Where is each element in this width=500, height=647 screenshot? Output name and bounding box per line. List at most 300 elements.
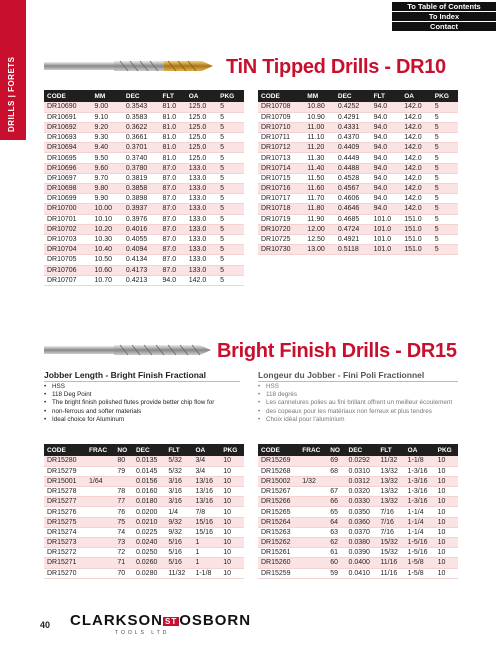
table-cell: 11.50 [304, 173, 335, 183]
table-cell: 10 [220, 456, 244, 466]
bullet-item: • 118 Deg Point [44, 391, 244, 399]
column-header: MM [92, 90, 123, 102]
column-header: OA [405, 444, 435, 456]
table-cell: 0.0200 [133, 507, 165, 517]
table-row [44, 497, 244, 507]
table-cell: DR10725 [258, 234, 304, 244]
table-cell: 94.0 [371, 184, 402, 194]
table-cell: 1-1/8 [192, 568, 220, 578]
contact-link[interactable]: Contact [392, 22, 496, 31]
column-header: FRAC [86, 444, 114, 456]
table-cell: 133.0 [186, 214, 217, 224]
table-cell: 11.40 [304, 163, 335, 173]
table-cell: 0.0225 [133, 527, 165, 537]
table-cell: 0.0210 [133, 517, 165, 527]
table-cell: 10.40 [92, 245, 123, 255]
table-cell: 13.00 [304, 245, 335, 255]
table-cell: 125.0 [186, 102, 217, 112]
table-cell: 68 [327, 466, 345, 476]
dr15-en-heading: Jobber Length - Bright Finish Fractional [44, 370, 206, 380]
bullet-item: • Ideal choice for Aluminum [44, 416, 244, 424]
table-cell: 9/32 [165, 527, 192, 537]
table-cell: 133.0 [186, 234, 217, 244]
table-cell: 13/32 [377, 487, 404, 497]
table-cell: DR10713 [258, 153, 304, 163]
table-cell: 0.4488 [335, 163, 371, 173]
divider-en [44, 381, 240, 382]
table-cell: 0.0260 [133, 558, 165, 568]
table-row [258, 224, 458, 234]
table-cell: 0.3780 [123, 163, 160, 173]
table-cell [299, 466, 327, 476]
table-cell: 3/4 [192, 456, 220, 466]
table-cell: 1/64 [86, 476, 114, 486]
table-cell: 10 [220, 548, 244, 558]
table-cell: 0.0156 [133, 476, 165, 486]
table-cell: 0.4449 [335, 153, 371, 163]
table-cell: 10.30 [92, 234, 123, 244]
table-cell: DR15264 [258, 517, 299, 527]
page-number: 40 [40, 620, 51, 630]
table-row [258, 548, 458, 558]
table-cell: 87.0 [160, 184, 186, 194]
table-cell: 5 [432, 122, 458, 132]
table-cell: 66 [327, 497, 345, 507]
table-cell: 0.0250 [133, 548, 165, 558]
table-row [258, 487, 458, 497]
table-row [44, 245, 244, 255]
table-cell [86, 527, 114, 537]
table-cell: DR15279 [44, 466, 86, 476]
table-cell: 151.0 [401, 224, 432, 234]
table-cell: 94.0 [371, 133, 402, 143]
table-cell [86, 538, 114, 548]
table-cell: 0.4606 [335, 194, 371, 204]
table-cell: 0.4094 [123, 245, 160, 255]
table-cell [86, 568, 114, 578]
table-cell: 64 [327, 517, 345, 527]
table-cell: 0.4016 [123, 224, 160, 234]
table-cell: 133.0 [186, 265, 217, 275]
table-cell: 11.70 [304, 194, 335, 204]
column-header: FLT [377, 444, 404, 456]
table-cell: 10 [435, 568, 458, 578]
table-cell: 5 [217, 133, 244, 143]
table-cell: DR10711 [258, 133, 304, 143]
table-cell: 10 [435, 466, 458, 476]
table-cell: 10 [435, 487, 458, 497]
table-cell: 73 [114, 538, 133, 548]
table-cell: 5 [217, 112, 244, 122]
bullet-item: • HSS [44, 383, 244, 391]
table-cell: DR15273 [44, 538, 86, 548]
table-cell: 5 [217, 163, 244, 173]
table-cell: DR10708 [258, 102, 304, 112]
table-cell: 61 [327, 548, 345, 558]
table-row [258, 102, 458, 112]
table-cell: 0.0400 [346, 558, 378, 568]
tin-drill-image [42, 58, 214, 74]
table-cell: 0.5118 [335, 245, 371, 255]
table-cell: DR15270 [44, 568, 86, 578]
table-cell: 0.0360 [346, 517, 378, 527]
table-cell: 151.0 [401, 245, 432, 255]
table-cell: 5 [432, 245, 458, 255]
table-cell: 142.0 [401, 133, 432, 143]
table-cell: 101.0 [371, 245, 402, 255]
table-cell: 94.0 [371, 163, 402, 173]
table-cell: DR10690 [44, 102, 92, 112]
table-cell: 142.0 [401, 163, 432, 173]
table-row [44, 538, 244, 548]
table-cell: 1-3/16 [405, 487, 435, 497]
table-cell: 0.0330 [346, 497, 378, 507]
table-cell: 0.4213 [123, 275, 160, 285]
table-cell: 13/32 [377, 466, 404, 476]
dr15-table-right [258, 444, 458, 579]
table-cell: 67 [327, 487, 345, 497]
table-cell: 5 [432, 204, 458, 214]
table-cell: DR10712 [258, 143, 304, 153]
table-row [258, 456, 458, 466]
table-cell: 87.0 [160, 255, 186, 265]
column-header: CODE [258, 444, 299, 456]
top-nav [392, 2, 496, 32]
table-cell: DR10703 [44, 234, 92, 244]
table-cell [299, 548, 327, 558]
table-cell: 1-3/16 [405, 476, 435, 486]
table-cell: DR15262 [258, 538, 299, 548]
table-cell: 5 [217, 234, 244, 244]
column-header: MM [304, 90, 335, 102]
table-cell [86, 466, 114, 476]
table-cell: 11.90 [304, 214, 335, 224]
table-cell: 0.0280 [133, 568, 165, 578]
table-cell: 11/16 [377, 558, 404, 568]
table-row [44, 122, 244, 132]
table-row [258, 122, 458, 132]
table-cell: DR10709 [258, 112, 304, 122]
column-header: DEC [335, 90, 371, 102]
table-cell: 0.4528 [335, 173, 371, 183]
table-cell: 10.90 [304, 112, 335, 122]
table-cell: 10 [220, 487, 244, 497]
table-cell: 1 [192, 548, 220, 558]
table-cell: DR10706 [44, 265, 92, 275]
table-cell: 1-1/8 [405, 456, 435, 466]
table-cell: DR15271 [44, 558, 86, 568]
table-cell: 125.0 [186, 133, 217, 143]
toc-link[interactable]: To Table of Contents [392, 2, 496, 11]
table-cell: 87.0 [160, 163, 186, 173]
table-row [44, 204, 244, 214]
table-cell: 133.0 [186, 194, 217, 204]
column-header: CODE [258, 90, 304, 102]
table-cell: 142.0 [401, 102, 432, 112]
table-cell: 5 [217, 245, 244, 255]
table-cell: 1 [192, 538, 220, 548]
table-cell: 0.3543 [123, 102, 160, 112]
table-row [258, 466, 458, 476]
table-cell: 0.0240 [133, 538, 165, 548]
table-cell: 10 [435, 538, 458, 548]
table-cell: 11.60 [304, 184, 335, 194]
table-cell: 10 [435, 548, 458, 558]
table-cell [86, 507, 114, 517]
table-cell: 101.0 [371, 214, 402, 224]
table-cell: 65 [327, 507, 345, 517]
column-header: FLT [165, 444, 192, 456]
column-header: DEC [133, 444, 165, 456]
table-cell: DR10707 [44, 275, 92, 285]
table-row [258, 204, 458, 214]
column-header: PKG [220, 444, 244, 456]
table-cell: DR10701 [44, 214, 92, 224]
bullet-item: • 118 degrés [258, 391, 463, 399]
table-cell: 11/16 [377, 568, 404, 578]
dr10-title: TiN Tipped Drills - DR10 [226, 56, 446, 78]
table-cell: 94.0 [371, 153, 402, 163]
table-row [258, 497, 458, 507]
table-cell: 5 [217, 173, 244, 183]
table-cell: 5 [217, 153, 244, 163]
bullet-item: • des copeaux pour les matériaux non ferreux et plus tendres [258, 408, 463, 416]
table-cell: 142.0 [401, 173, 432, 183]
table-cell [299, 497, 327, 507]
table-cell: 133.0 [186, 163, 217, 173]
table-cell: 0.4567 [335, 184, 371, 194]
table-cell: 9.90 [92, 194, 123, 204]
table-cell [86, 487, 114, 497]
table-cell: 3/16 [165, 497, 192, 507]
table-cell: 133.0 [186, 173, 217, 183]
table-cell: 78 [114, 487, 133, 497]
table-cell: 0.4409 [335, 143, 371, 153]
brand-logo [70, 612, 251, 629]
table-cell: DR15265 [258, 507, 299, 517]
table-cell: 72 [114, 548, 133, 558]
table-cell: 5 [217, 265, 244, 275]
table-cell: 151.0 [401, 234, 432, 244]
table-cell: 125.0 [186, 143, 217, 153]
table-cell: 11.80 [304, 204, 335, 214]
table-cell [299, 527, 327, 537]
table-cell: 142.0 [401, 194, 432, 204]
table-cell: DR10692 [44, 122, 92, 132]
table-cell [299, 558, 327, 568]
table-cell: DR10695 [44, 153, 92, 163]
table-cell: 5 [432, 143, 458, 153]
table-cell: 81.0 [160, 153, 186, 163]
table-cell: 9.20 [92, 122, 123, 132]
table-row [44, 558, 244, 568]
table-cell: 151.0 [401, 214, 432, 224]
table-header-row [44, 90, 244, 102]
table-cell: DR10716 [258, 184, 304, 194]
table-row [44, 224, 244, 234]
table-cell: 10 [220, 558, 244, 568]
table-row [44, 507, 244, 517]
table-cell: 11.20 [304, 143, 335, 153]
bullet-item: • Les cannelures polies au fini brillant offrent un meilleur écoulement [258, 399, 463, 407]
table-cell: 0.3898 [123, 194, 160, 204]
bullet-item: • HSS [258, 383, 463, 391]
table-cell: 94.0 [371, 143, 402, 153]
table-cell: 5 [217, 184, 244, 194]
table-cell: 142.0 [186, 275, 217, 285]
table-cell: 11.10 [304, 133, 335, 143]
table-cell: DR10696 [44, 163, 92, 173]
table-cell: 0.0350 [346, 507, 378, 517]
table-cell [86, 497, 114, 507]
table-cell [299, 517, 327, 527]
table-cell: 5 [217, 255, 244, 265]
table-header-row [44, 444, 244, 456]
table-cell: 94.0 [371, 112, 402, 122]
table-cell: 5/32 [165, 456, 192, 466]
index-link[interactable]: To Index [392, 12, 496, 21]
table-cell: 1-3/16 [405, 466, 435, 476]
table-row [258, 476, 458, 486]
table-cell: DR10715 [258, 173, 304, 183]
table-cell: 133.0 [186, 204, 217, 214]
table-cell: DR15280 [44, 456, 86, 466]
table-cell: 1-1/4 [405, 517, 435, 527]
table-cell: 5 [432, 173, 458, 183]
table-cell: 133.0 [186, 255, 217, 265]
table-cell: 63 [327, 527, 345, 537]
table-cell: DR15002 [258, 476, 299, 486]
table-cell: 9.70 [92, 173, 123, 183]
table-cell: 59 [327, 568, 345, 578]
brand-right: OSBORN [179, 612, 252, 629]
table-cell: 1-5/8 [405, 568, 435, 578]
table-cell: 0.0180 [133, 497, 165, 507]
bright-drill-image [42, 342, 212, 358]
table-cell: 81.0 [160, 122, 186, 132]
table-cell: 10.10 [92, 214, 123, 224]
table-cell: DR10714 [258, 163, 304, 173]
table-cell [299, 538, 327, 548]
table-cell: 11/32 [165, 568, 192, 578]
table-cell: 1-5/8 [405, 558, 435, 568]
table-row [44, 173, 244, 183]
table-cell: DR10691 [44, 112, 92, 122]
table-cell: 7/16 [377, 507, 404, 517]
table-row [258, 558, 458, 568]
table-cell: 0.0160 [133, 487, 165, 497]
dr15-table-left [44, 444, 244, 579]
dr15-fr-bullets [258, 383, 463, 424]
table-cell: 81.0 [160, 133, 186, 143]
section-sidebar [0, 0, 26, 140]
table-cell: 94.0 [371, 122, 402, 132]
table-cell: 87.0 [160, 245, 186, 255]
column-header: PKG [432, 90, 458, 102]
table-cell: 142.0 [401, 143, 432, 153]
table-cell: 5 [217, 143, 244, 153]
table-cell: 94.0 [160, 275, 186, 285]
table-row [44, 143, 244, 153]
table-cell: DR10699 [44, 194, 92, 204]
table-cell: 10.50 [92, 255, 123, 265]
table-cell: 7/16 [377, 517, 404, 527]
table-cell: 1-1/4 [405, 527, 435, 537]
table-row [258, 173, 458, 183]
table-row [258, 112, 458, 122]
table-cell: DR15001 [44, 476, 86, 486]
table-row [44, 102, 244, 112]
table-cell: 9/32 [165, 517, 192, 527]
table-cell: 1/32 [299, 476, 327, 486]
table-cell: 10 [435, 476, 458, 486]
table-row [44, 112, 244, 122]
table-cell [114, 476, 133, 486]
table-cell: 87.0 [160, 204, 186, 214]
column-header: DEC [123, 90, 160, 102]
table-cell: DR10698 [44, 184, 92, 194]
table-cell: 3/16 [165, 476, 192, 486]
column-header: PKG [435, 444, 458, 456]
table-cell: 80 [114, 456, 133, 466]
table-cell: 10 [220, 517, 244, 527]
table-cell: 0.3622 [123, 122, 160, 132]
table-cell: 5 [217, 102, 244, 112]
table-cell: 9.30 [92, 133, 123, 143]
table-cell: 69 [327, 456, 345, 466]
table-cell: 94.0 [371, 173, 402, 183]
table-cell: 0.4685 [335, 214, 371, 224]
table-row [44, 255, 244, 265]
table-cell: 10 [220, 507, 244, 517]
table-cell: 71 [114, 558, 133, 568]
table-cell: 0.4921 [335, 234, 371, 244]
table-cell: 0.4331 [335, 122, 371, 132]
table-cell: 70 [114, 568, 133, 578]
table-cell: DR15272 [44, 548, 86, 558]
table-row [44, 133, 244, 143]
table-row [258, 527, 458, 537]
table-cell: 76 [114, 507, 133, 517]
table-cell: 9.60 [92, 163, 123, 173]
table-cell: 133.0 [186, 224, 217, 234]
table-cell: 5/16 [165, 538, 192, 548]
table-cell: 0.3858 [123, 184, 160, 194]
table-row [44, 184, 244, 194]
table-cell: 60 [327, 558, 345, 568]
dr15-en-bullets [44, 383, 244, 424]
table-cell: 5/16 [165, 548, 192, 558]
table-row [258, 163, 458, 173]
table-cell: 13/16 [192, 497, 220, 507]
table-cell [86, 517, 114, 527]
table-row [44, 548, 244, 558]
table-cell: 10.80 [304, 102, 335, 112]
table-cell: 0.4646 [335, 204, 371, 214]
table-cell: 5/32 [165, 466, 192, 476]
table-cell: 15/16 [192, 517, 220, 527]
table-cell: 10 [435, 517, 458, 527]
table-cell: 5 [432, 153, 458, 163]
table-cell: DR15275 [44, 517, 86, 527]
table-cell: 10.00 [92, 204, 123, 214]
table-cell: DR10694 [44, 143, 92, 153]
table-cell: 94.0 [371, 194, 402, 204]
table-cell: DR10702 [44, 224, 92, 234]
table-cell: DR15268 [258, 466, 299, 476]
table-row [258, 143, 458, 153]
table-cell: 10 [220, 568, 244, 578]
